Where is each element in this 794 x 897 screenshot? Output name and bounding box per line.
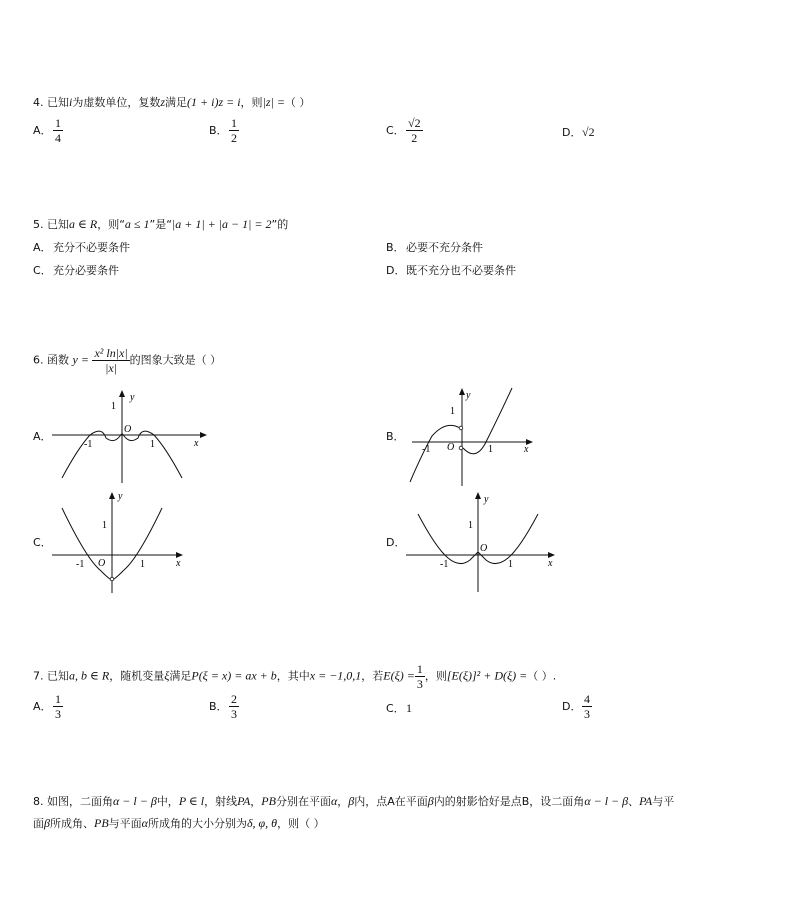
q7-stem: 7. 已知a, b ∈ R，随机变量ξ满足P(ξ = x) = ax + b，其中x = −1,0,1，若E(ξ) = $\frac{1}{3}$ ，则[E(ξ)]² + D(ξ) =（ ）. (33, 662, 557, 691)
origin-label: O (480, 543, 488, 554)
fraction: $\frac{1}{2}$ (231, 116, 237, 145)
fraction: $\frac{4}{3}$ (584, 692, 590, 721)
fraction: $\frac{2}{3}$ (231, 692, 237, 721)
fraction: $\frac{\text{x² ln|x|}}{|x|}$ (94, 346, 128, 375)
q6-option-b-label[interactable]: B． (386, 430, 405, 443)
q7-option-b[interactable]: B． $\frac{2}{3}$ (209, 692, 237, 721)
y-tick-1: 1 (111, 401, 116, 412)
open-point (459, 426, 463, 430)
y-tick-1: 1 (468, 520, 473, 531)
fraction: $\frac{1}{3}$ (55, 692, 61, 721)
x-tick-1: 1 (150, 439, 155, 450)
curve-left (410, 425, 460, 482)
q6-option-b-graph[interactable] (402, 384, 542, 488)
y-tick-1: 1 (102, 520, 107, 531)
y-label: y (118, 491, 123, 502)
q4-stem: 4. 已知i为虚数单位，复数z满足(1 + i)z = i，则|z| =（ ） (33, 95, 311, 109)
q6-option-c-label[interactable]: C． (33, 536, 52, 549)
fraction: $\frac{1}{3}$ (416, 662, 423, 691)
origin-label: O (98, 558, 106, 569)
x-label: x (176, 558, 181, 569)
q4-option-d[interactable]: D．√2 (562, 125, 595, 139)
q5-stem: 5. 已知a ∈ R，则“a ≤ 1”是“|a + 1| + |a − 1| = 2”的 (33, 217, 289, 231)
q7-option-c[interactable]: C．1 (386, 701, 412, 715)
q6-option-c-graph[interactable] (50, 488, 190, 594)
x-label: x (194, 438, 199, 449)
y-label: y (130, 392, 135, 403)
q5-option-d[interactable]: D．既不充分也不必要条件 (386, 264, 516, 277)
y-label: y (484, 494, 489, 505)
q6-stem: 6. 函数 y = $\frac{\text{x² ln|x|}}{|x|}$ 的图象大致是（ ） (33, 346, 222, 375)
origin-label: O (124, 424, 132, 435)
q5-option-a[interactable]: A．充分不必要条件 (33, 241, 130, 254)
y-tick-1: 1 (450, 406, 455, 417)
fraction: $\frac{1}{4}$ (55, 116, 61, 145)
x-tick-1: 1 (140, 559, 145, 570)
y-axis-arrow (459, 388, 465, 395)
y-axis-arrow (119, 390, 125, 397)
q6-option-a-label[interactable]: A． (33, 430, 52, 443)
q5-option-c[interactable]: C．充分必要条件 (33, 264, 119, 277)
q4-option-b[interactable]: B． $\frac{1}{2}$ (209, 116, 237, 145)
x-label: x (524, 444, 529, 455)
q4-option-a[interactable]: A． $\frac{1}{4}$ (33, 116, 61, 145)
q6-option-d-graph[interactable] (402, 488, 562, 594)
y-label: y (466, 390, 471, 401)
q8-stem-line1: 8. 如图，二面角α − l − β中，P ∈ l，射线PA，PB分别在平面α，β内，点A在平面β内的射影恰好是点B，设二面角α − l − β、PA与平 (33, 794, 675, 808)
q7-option-a[interactable]: A． $\frac{1}{3}$ (33, 692, 61, 721)
x-tick-neg1: -1 (440, 559, 449, 570)
x-tick-neg1: -1 (76, 559, 85, 570)
x-tick-neg1: -1 (84, 439, 93, 450)
y-axis-arrow (109, 492, 115, 499)
x-axis-arrow (200, 432, 207, 438)
y-axis-arrow (475, 492, 481, 499)
open-point (459, 446, 463, 450)
q6-option-d-label[interactable]: D． (386, 536, 406, 549)
q5-option-b[interactable]: B．必要不充分条件 (386, 241, 483, 254)
x-tick-1: 1 (488, 444, 493, 455)
open-point (110, 577, 114, 581)
fraction: $\frac{√2}{2}$ (408, 116, 421, 145)
q4-option-c[interactable]: C． $\frac{√2}{2}$ (386, 116, 421, 145)
q8-stem-line2: 面β所成角、PB与平面α所成角的大小分别为δ, φ, θ，则（ ） (33, 816, 325, 830)
x-tick-neg1: -1 (422, 444, 431, 455)
q6-option-a-graph[interactable] (50, 388, 210, 484)
x-label: x (548, 558, 553, 569)
q7-option-d[interactable]: D． $\frac{4}{3}$ (562, 692, 590, 721)
origin-label: O (447, 442, 455, 453)
x-tick-1: 1 (508, 559, 513, 570)
